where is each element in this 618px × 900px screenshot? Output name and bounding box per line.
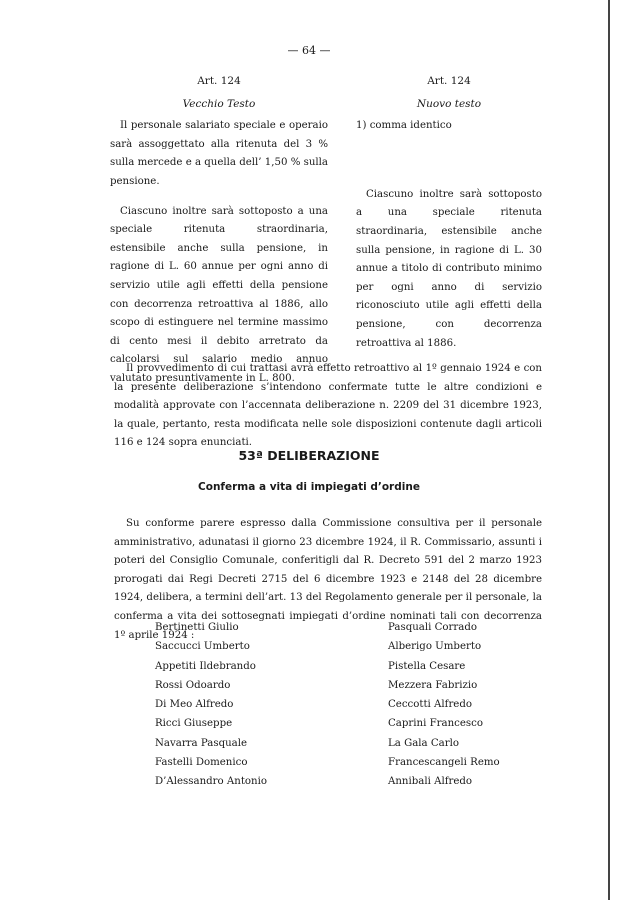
list-item: Pasquali Corrado xyxy=(388,622,478,633)
list-item: Fastelli Domenico xyxy=(155,757,248,769)
names-list-right xyxy=(388,618,500,792)
old-text-paragraph: Ciascuno inoltre sarà sottoposto a una speciale ritenuta straordinaria, estensibile anche sulla pensione, in ragione di L. 60 annue per ogni anno di servizio utile agli effetti della pensione con decorrenza retroattiva al 1886, allo scopo di estinguere nel termine massimo di cento mesi il debito arretrato da calcolarsi sul salario medio annuo valutato presuntivamente in L. 800. xyxy=(110,205,328,384)
deliberation-paragraph: Su conforme parere espresso dalla Commissione consultiva per il personale amministrativo, adunatasi il giorno 23 dicembre 1924, il R. Commissario, assunti i poteri del Consiglio Comunale, conferitigli dal R. Decreto 591 del 2 marzo 1923 prorogati dai Regi Decreti 2715 del 6 dicembre 1923 e 2148 del 28 dicembre 1924, delibera, a termini dell’art. 13 del Regolamento generale per il personale, la conferma a vita dei sottosegnati impiegati d’ordine nominati tali con decorrenza 1º aprile 1924 : xyxy=(114,518,542,641)
new-text-paragraph: Ciascuno inoltre sarà sottoposto a una speciale ritenuta straordinaria, estensibile anche sulla pensione, in ragione di L. 30 annue a titolo di contributo minimo per ogni anno di servizio riconosciuto utile agli effetti della pensione, con decorrenza retroattiva al 1886. xyxy=(356,188,542,349)
section-subheading: Conferma a vita di impiegati d’ordine xyxy=(198,481,420,493)
section-heading: 53ª DELIBERAZIONE xyxy=(238,448,380,463)
new-text-title: Nuovo testo xyxy=(416,97,482,110)
list-item: Appetiti Ildebrando xyxy=(155,660,256,672)
list-item: Mezzera Fabrizio xyxy=(388,679,478,691)
list-item: Pistella Cesare xyxy=(388,660,466,672)
new-article-number: Art. 124 xyxy=(427,75,471,87)
list-item: La Gala Carlo xyxy=(388,737,459,749)
page-number: — 64 — xyxy=(287,44,331,57)
list-item: Di Meo Alfredo xyxy=(155,699,234,711)
closing-paragraph-block xyxy=(114,360,542,453)
old-text-paragraph: Il personale salariato speciale e operaio sarà assoggettato alla ritenuta del 3 % sulla mercede e a quella dell’ 1,50 % sulla pensione. xyxy=(110,120,328,187)
list-item: Ceccotti Alfredo xyxy=(388,699,472,711)
closing-paragraph: Il provvedimento di cui trattasi avrà effetto retroattivo al 1º gennaio 1924 e con la presente deliberazione s’intendono confermate tutte le altre condizioni e modalità approvate con l’accennata deliberazione n. 2209 del 31 dicembre 1923, la quale, pertanto, resta modificata nelle sole disposizioni contenute dagli articoli 116 e 124 sopra enunciati. xyxy=(114,363,542,449)
names-list-left xyxy=(155,618,267,792)
list-item: Bertinetti Giulio xyxy=(155,622,239,633)
old-text-title: Vecchio Testo xyxy=(182,97,256,110)
new-text-paragraph: 1) comma identico xyxy=(356,120,452,132)
new-text-column xyxy=(356,72,542,353)
list-item: Navarra Pasquale xyxy=(155,737,248,749)
list-item: D’Alessandro Antonio xyxy=(155,776,268,788)
list-item: Ricci Giuseppe xyxy=(155,718,233,730)
list-item: Rossi Odoardo xyxy=(155,679,231,691)
list-item: Francescangeli Remo xyxy=(388,757,500,769)
list-item: Caprini Francesco xyxy=(388,718,483,730)
list-item: Annibali Alfredo xyxy=(388,776,473,788)
list-item: Alberigo Umberto xyxy=(388,641,482,653)
old-text-column xyxy=(110,72,328,389)
list-item: Saccucci Umberto xyxy=(155,641,250,653)
old-article-number: Art. 124 xyxy=(197,75,241,87)
